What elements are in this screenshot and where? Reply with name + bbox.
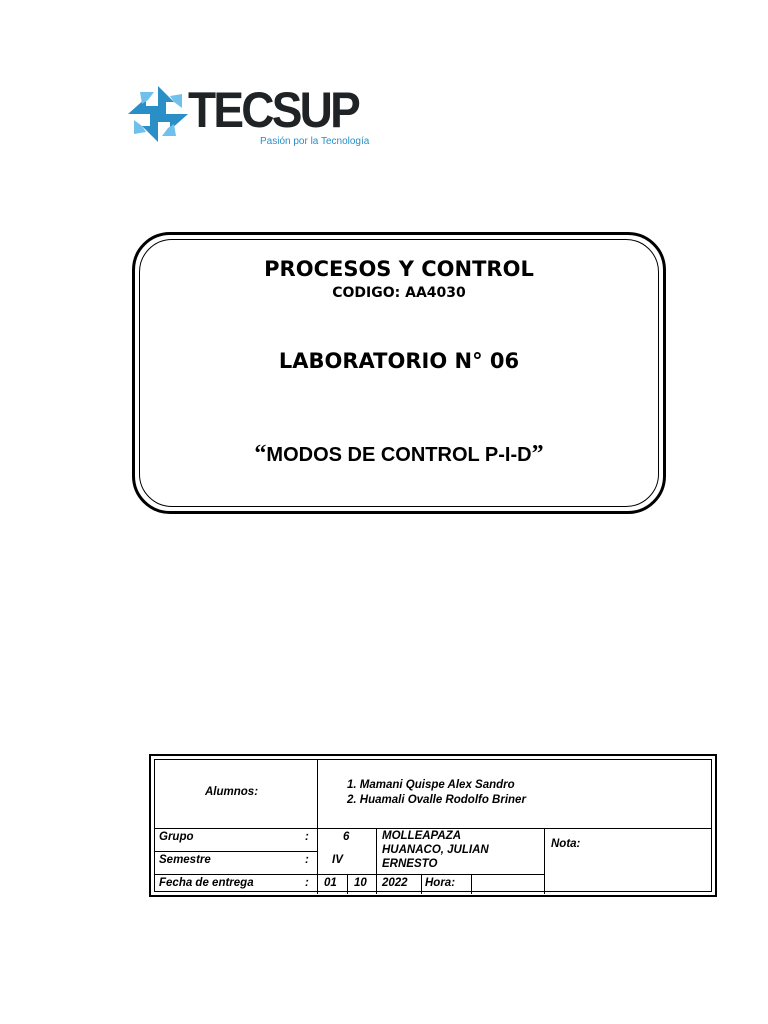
grupo-colon: :: [305, 831, 309, 843]
tecsup-logo: [126, 82, 386, 156]
open-quote: “: [254, 441, 267, 467]
course-code: CODIGO: AA4030: [332, 285, 466, 301]
fecha-month: 10: [354, 877, 367, 889]
fecha-year: 2022: [382, 877, 408, 889]
teacher-line-2: HUANACO, JULIAN: [382, 844, 489, 856]
fecha-colon: :: [305, 877, 309, 889]
tecsup-emblem-icon: [126, 84, 190, 144]
logo-wordmark: TECSUP: [188, 82, 359, 138]
nota-label: Nota:: [551, 838, 581, 850]
cover-title-box: [132, 232, 666, 514]
course-title: PROCESOS Y CONTROL: [264, 257, 534, 281]
student-2: 2. Huamali Ovalle Rodolfo Briner: [347, 794, 526, 806]
semestre-value: IV: [332, 854, 343, 866]
semestre-colon: :: [305, 854, 309, 866]
grupo-value: 6: [343, 831, 350, 843]
teacher-line-1: MOLLEAPAZA: [382, 830, 462, 842]
close-quote: ”: [531, 441, 544, 467]
semestre-label: Semestre: [159, 854, 211, 866]
grupo-label: Grupo: [159, 831, 194, 843]
hora-label: Hora:: [425, 877, 456, 889]
fecha-day: 01: [324, 877, 337, 889]
logo-tagline: Pasión por la Tecnología: [260, 136, 370, 147]
student-1: 1. Mamani Quispe Alex Sandro: [347, 779, 515, 791]
alumnos-label: Alumnos:: [205, 786, 259, 798]
lab-title: [135, 441, 663, 468]
student-info-table: [149, 754, 717, 897]
teacher-line-3: ERNESTO: [382, 858, 438, 870]
fecha-label: Fecha de entrega: [159, 877, 254, 889]
lab-title-text: MODOS DE CONTROL P-I-D: [266, 444, 532, 466]
lab-number: LABORATORIO N° 06: [278, 349, 520, 373]
